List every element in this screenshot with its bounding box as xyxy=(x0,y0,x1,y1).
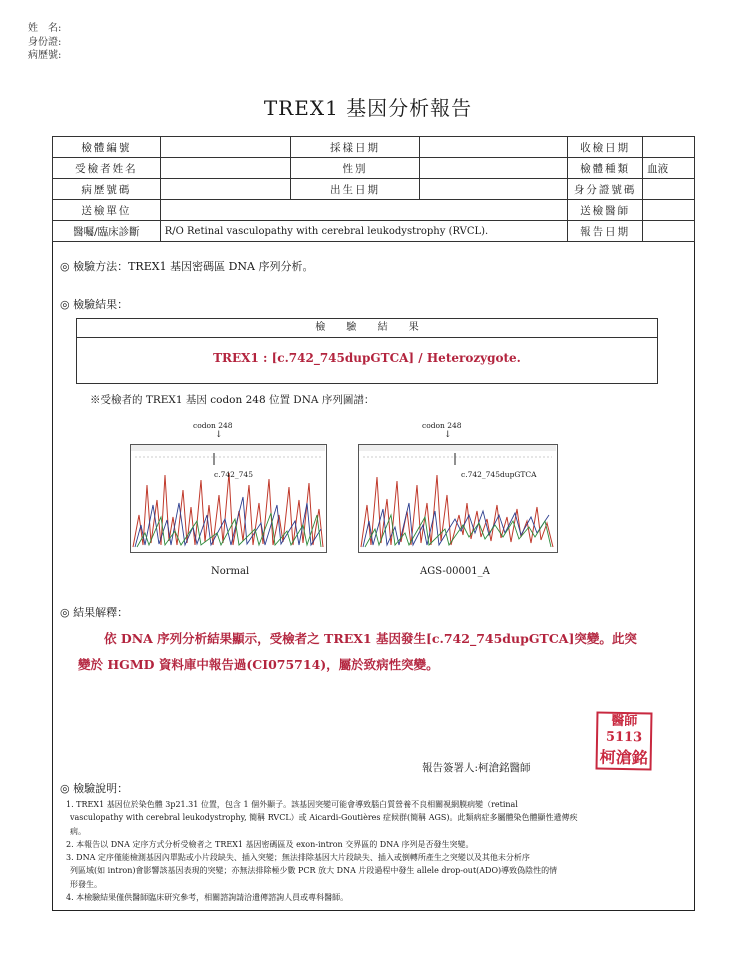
note-line: 形發生。 xyxy=(70,879,102,889)
result-text: TREX1 : [c.742_745dupGTCA] / Heterozygote. xyxy=(213,351,521,365)
diagnosis-value: R/O Retinal vasculopathy with cerebral leukodystrophy (RVCL). xyxy=(160,221,567,242)
sequence-caption: ※受檢者的 TREX1 基因 codon 248 位置 DNA 序列圖譜： xyxy=(90,394,375,406)
caption-patient: AGS-00001_A xyxy=(420,566,490,577)
diagnosis-label: 醫囑/臨床診斷 xyxy=(53,221,161,242)
chromatogram-normal-trace xyxy=(131,445,325,551)
note-line: 4. 本檢驗結果僅供醫師臨床研究參考，相關諮詢請洽遺傳諮詢人員或專科醫師。 xyxy=(66,893,349,903)
note-line: 2. 本報告以 DNA 定序方式分析受檢者之 TREX1 基因密碼區及 exon-intron 交界區的 DNA 序列是否發生突變。 xyxy=(66,839,474,849)
interpretation-line-1: 依 DNA 序列分析結果顯示，受檢者之 TREX1 基因發生[c.742_745dupGTCA]突變。此突 xyxy=(104,631,637,646)
seal-line-1: 醫師5113 xyxy=(605,713,643,746)
collect-date-label: 採樣日期 xyxy=(290,137,420,158)
patient-record-label: 病歷號: xyxy=(28,50,62,61)
notes-title: ◎ 檢驗說明： xyxy=(60,782,129,795)
note-line: 1. TREX1 基因位於染色體 3p21.31 位置，包含 1 個外顯子。該基因突變可能會導致腦白質營養不良相關視網膜病變（retinal xyxy=(66,800,518,809)
patient-id-label: 身份證: xyxy=(28,36,62,48)
doctor-seal xyxy=(595,712,652,771)
note-line: 病。 xyxy=(70,826,86,836)
interpretation-title: ◎ 結果解釋： xyxy=(60,606,129,619)
sending-unit-label: 送檢單位 xyxy=(53,200,161,221)
method-line: ◎ 檢驗方法：TREX1 基因密碼區 DNA 序列分析。 xyxy=(60,260,314,273)
chromatogram-normal xyxy=(130,444,327,553)
result-title: ◎ 檢驗結果： xyxy=(60,298,129,311)
arrow-down-icon: ↓ xyxy=(215,430,223,440)
caption-normal: Normal xyxy=(211,566,250,577)
signer: 報告簽署人:柯滄銘醫師 xyxy=(422,762,531,774)
patient-header xyxy=(28,22,61,63)
chromatogram-patient xyxy=(358,444,558,553)
specimen-type-label: 檢體種類 xyxy=(568,158,643,179)
chromatogram-patient-trace xyxy=(359,445,556,551)
patient-name-label: 姓 名: xyxy=(28,23,62,34)
mutation-label-normal: c.742_745 xyxy=(214,470,253,479)
receive-date-label: 收檢日期 xyxy=(568,137,643,158)
report-date-label: 報告日期 xyxy=(568,221,643,242)
notes-list xyxy=(66,798,691,904)
arrow-down-icon: ↓ xyxy=(444,430,452,440)
record-no-label: 病歷號碼 xyxy=(53,179,161,200)
patient-name-label-cell: 受檢者姓名 xyxy=(53,158,161,179)
codon-label-normal: codon 248 xyxy=(193,421,233,430)
mutation-label-patient: c.742_745dupGTCA xyxy=(461,470,537,479)
sex-label: 性別 xyxy=(290,158,420,179)
report-title: TREX1 基因分析報告 xyxy=(263,96,473,120)
seal-line-2: 柯滄銘 xyxy=(599,747,648,768)
note-line: 3. DNA 定序僅能檢測基因內單點或小片段缺失、插入突變；無法排除基因大片段缺失、插入或倒轉所產生之突變以及其他未分析序 xyxy=(66,853,530,863)
info-table xyxy=(52,136,695,242)
specimen-no-label: 檢體編號 xyxy=(53,137,161,158)
result-header: 檢 驗 結 果 xyxy=(77,319,657,338)
id-no-label: 身分證號碼 xyxy=(568,179,643,200)
sending-doctor-label: 送檢醫師 xyxy=(568,200,643,221)
codon-label-patient: codon 248 xyxy=(422,421,462,430)
result-box xyxy=(76,318,658,384)
note-line: 列區域(如 intron)會影響該基因表現的突變；亦無法排除極少數 PCR 放大 DNA 片段過程中發生 allele drop-out(ADO)導致偽陰性的情 xyxy=(70,866,558,876)
interpretation-line-2: 變於 HGMD 資料庫中報告過(CI075714)，屬於致病性突變。 xyxy=(78,657,439,672)
note-line: vasculopathy with cerebral leukodystrophy, 簡稱 RVCL）或 Aicardi-Goutières 症候群(簡稱 AGS)。此類病症多屬體染色體顯性遺傳疾 xyxy=(70,813,578,823)
birth-date-label: 出生日期 xyxy=(290,179,420,200)
specimen-type-value: 血液 xyxy=(643,158,695,179)
